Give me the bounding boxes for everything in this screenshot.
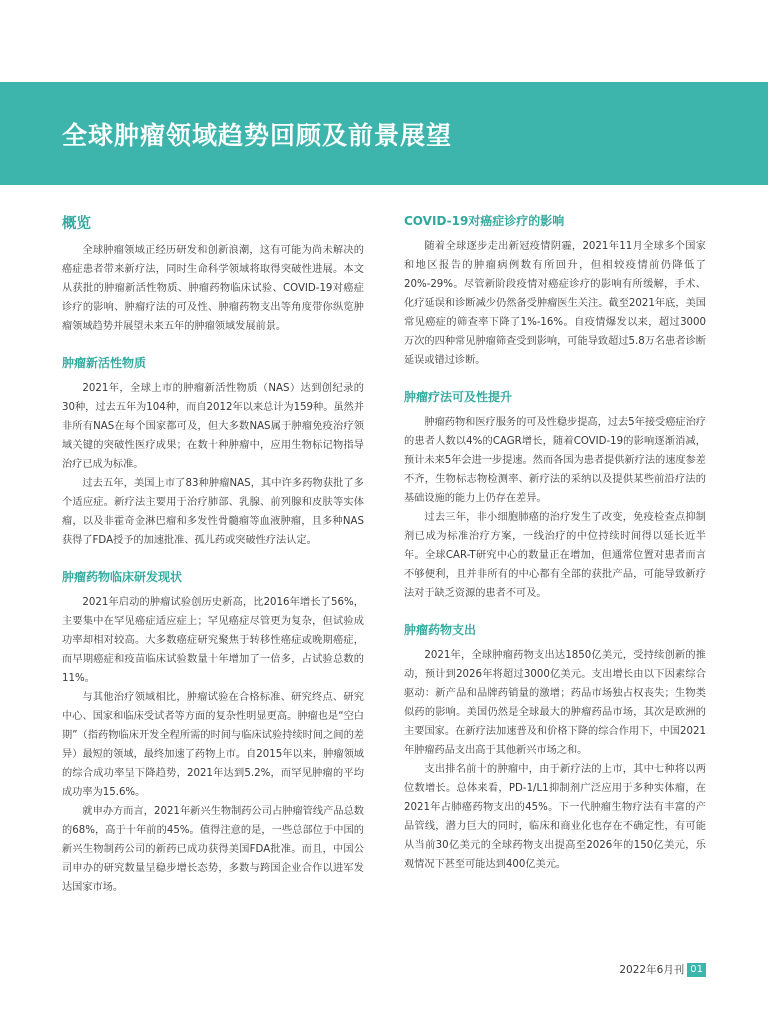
trial-paragraph-3: 就申办方而言，2021年新兴生物制药公司占肿瘤管线产品总数的68%，高于十年前的45%。值得注意的是，一些总部位于中国的新兴生物制药公司的新药已成功获得美国FDA批准。而且，中国公司申办的研究数量呈稳步增长态势，多数与跨国企业合作以进军发达国家市场。 bbox=[62, 806, 364, 893]
title-banner bbox=[0, 82, 768, 185]
trial-heading: 肿瘤药物临床研发现状 bbox=[62, 570, 183, 584]
access-paragraph-2: 过去三年，非小细胞肺癌的治疗发生了改变，免疫检查点抑制剂已成为标准治疗方案，一线治疗的中位持续时间得以延长近半年。全球CAR-T研究中心的数量正在增加，但通常位置对患者而言不够便利，且并非所有的中心都有全部的获批产品，可能导致新疗法对于缺乏资源的患者不可及。 bbox=[404, 512, 706, 599]
covid-heading: COVID-19对癌症诊疗的影响 bbox=[404, 214, 565, 228]
right-column bbox=[404, 212, 706, 874]
trial-paragraph-1: 2021年启动的肿瘤试验创历史新高，比2016年增长了56%，主要集中在罕见癌症适应症上；罕见癌症尽管更为复杂，但试验成功率却相对较高。大多数癌症研究聚焦于转移性癌症或晚期癌症，而早期癌症和疫苗临床试验数量十年增加了一倍多，占试验总数的11%。 bbox=[62, 597, 364, 684]
trial-paragraph-2: 与其他治疗领域相比，肿瘤试验在合格标准、研究终点、研究中心、国家和临床受试者等方面的复杂性明显更高。肿瘤也是“空白期”（指药物临床开发全程所需的时间与临床试验持续时间之间的差异）最短的领域，最终加速了药物上市。自2015年以来，肿瘤领域的综合成功率呈下降趋势，2021年达到5.2%，而罕见肿瘤的平均成功率为15.6%。 bbox=[62, 692, 364, 798]
page-footer bbox=[619, 962, 706, 977]
spend-paragraph-2: 支出排名前十的肿瘤中，由于新疗法的上市，其中七种将以两位数增长。总体来看，PD-1/L1抑制剂广泛应用于多种实体瘤，在2021年占肺癌药物支出的45%。下一代肿瘤生物疗法有丰富的产品管线，潜力巨大的同时，临床和商业化也存在不确定性，有可能从当前30亿美元的全球药物支出提高至2026年的150亿美元，乐观情况下甚至可能达到400亿美元。 bbox=[404, 764, 706, 870]
nas-paragraph-1: 2021年，全球上市的肿瘤新活性物质（NAS）达到创纪录的30种，过去五年为104种，而自2012年以来总计为159种。虽然并非所有NAS在每个国家都可及，但大多数NAS属于肿瘤免疫治疗领域关键的突破性医疗成果；在数十种肿瘤中，应用生物标记物指导治疗已成为标准。 bbox=[62, 383, 364, 470]
page-number: 01 bbox=[687, 963, 706, 977]
nas-heading: 肿瘤新活性物质 bbox=[62, 356, 147, 370]
spend-paragraph-1: 2021年，全球肿瘤药物支出达1850亿美元，受持续创新的推动，预计到2026年将超过3000亿美元。支出增长由以下因素综合驱动：新产品和品牌药销量的激增；药品市场独占权丧失；生物类似药的影响。美国仍然是全球最大的肿瘤药品市场，其次是欧洲的主要国家。在新疗法加速普及和价格下降的综合作用下，中国2021年肿瘤药品支出高于其他新兴市场之和。 bbox=[404, 650, 706, 756]
access-paragraph-1: 肿瘤药物和医疗服务的可及性稳步提高，过去5年接受癌症治疗的患者人数以4%的CAGR增长，随着COVID-19的影响逐渐消减，预计未来5年会进一步提速。然而各国为患者提供新疗法的速度参差不齐，生物标志物检测率、新疗法的采纳以及提供某些前沿疗法的基础设施的能力上仍存在差异。 bbox=[404, 417, 706, 504]
nas-paragraph-2: 过去五年，美国上市了83种肿瘤NAS，其中许多药物获批了多个适应症。新疗法主要用于治疗肺部、乳腺、前列腺和皮肤等实体瘤，以及非霍奇金淋巴瘤和多发性骨髓瘤等血液肿瘤，且多种NAS获得了FDA授予的加速批准、孤儿药或突破性疗法认定。 bbox=[62, 478, 364, 546]
left-column bbox=[62, 212, 364, 897]
overview-heading: 概览 bbox=[62, 216, 91, 232]
access-heading: 肿瘤疗法可及性提升 bbox=[404, 390, 513, 404]
spend-heading: 肿瘤药物支出 bbox=[404, 623, 477, 637]
issue-date: 2022年6月刊 bbox=[619, 964, 685, 976]
overview-paragraph: 全球肿瘤领域正经历研发和创新浪潮，这有可能为尚未解决的癌症患者带来新疗法，同时生命科学领域将取得突破性进展。本文从获批的肿瘤新活性物质、肿瘤药物临床试验、COVID-19对癌症诊疗的影响、肿瘤疗法的可及性、肿瘤药物支出等角度带你纵览肿瘤领域趋势并展望未来五年的肿瘤领域发展前景。 bbox=[62, 245, 364, 332]
covid-paragraph: 随着全球逐步走出新冠疫情阴霾，2021年11月全球多个国家和地区报告的肿瘤病例数有所回升，但相较疫情前仍降低了20%-29%。尽管新阶段疫情对癌症诊疗的影响有所缓解，手术、化疗延误和诊断减少仍然备受肿瘤医生关注。截至2021年底，美国常见癌症的筛查率下降了1%-16%。自疫情爆发以来，超过3000万次的四种常见肿瘤筛查受到影响，可能导致超过5.8万名患者诊断延误或错过诊断。 bbox=[404, 241, 706, 366]
page-title: 全球肿瘤领域趋势回顾及前景展望 bbox=[62, 121, 453, 150]
